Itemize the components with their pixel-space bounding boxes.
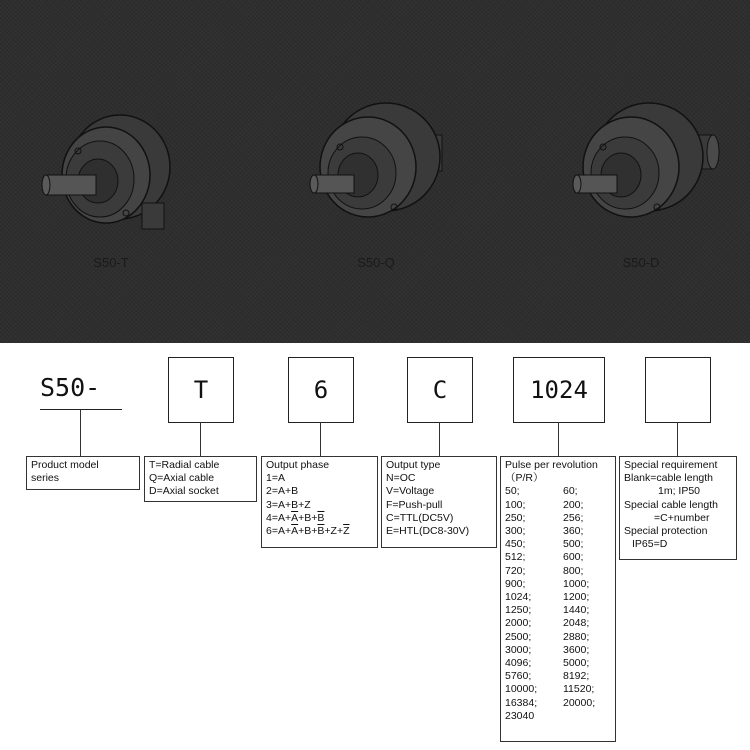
code-box-special [645,357,711,423]
pulse-value: 512; [505,551,526,564]
pulse-value: 300; [505,525,526,538]
pulse-value: 450; [505,538,526,551]
pulse-value: 5000; [563,657,590,670]
pulse-value: 5760; [505,670,532,683]
pulse-value: 2048; [563,617,590,630]
pulse-value: 1200; [563,591,590,604]
pulse-value: 2880; [563,630,590,643]
pulse-value: 3000; [505,643,532,656]
encoder-s50-t-image [38,105,178,245]
phase-option-6: $6=A+\overline{A}+B+\overline{B}+Z+\overline{Z}$ [266,525,350,538]
pulse-value: 11520; [563,683,595,696]
pulse-value: 8192; [563,670,590,683]
pulse-value [563,710,613,723]
pulse-value: 50; [505,485,520,498]
connector-phase [320,422,321,456]
code-box-phase: 6 [288,357,354,423]
code-prefix: S50- [40,373,101,402]
encoder-s50-d-image [565,95,725,235]
pulse-value: 500; [563,538,584,551]
phase-option-4: $4=A+\overline{A}+B+\overline{B}$ [266,511,325,524]
connector-pulse [558,422,559,456]
pulse-value: 1250; [505,604,532,617]
desc-model-series: Product model series [26,456,140,490]
pulse-value: 250; [505,511,526,524]
pulse-value: 3600; [563,643,590,656]
pulse-value: 4096; [505,657,532,670]
connector-special [677,422,678,456]
pulse-value: 1000; [563,577,590,590]
pulse-values-list [505,485,611,723]
encoder-s50-q-image [300,95,450,235]
code-box-cable: T [168,357,234,423]
pulse-value: 16384; [505,696,538,709]
photo-label-s50-d: S50-D [622,255,660,270]
desc-pulse-per-revolution: Pulse per revolution （P/R） 50; 60; 100; 200; 250; 256; 300; 360; 450; 500; 512; 600; 720; 800; 900; 1000; 1024; 1200; 1250; 1440; 2000; 2048; 2500; 2880; 3000; 3600; 4096; 5000; 5760; 8192; 10000; 11520; 16384; 20000; 23040 [500,456,616,742]
photo-label-s50-q: S50-Q [357,255,395,270]
product-photo-panel [0,0,750,343]
code-box-output: C [407,357,473,423]
photo-label-s50-t: S50-T [93,255,129,270]
pulse-value: 10000; [505,683,538,696]
connector-cable [200,422,201,456]
pulse-value: 1440; [563,604,590,617]
pulse-value: 2500; [505,630,532,643]
desc-special-requirement: Special requirement Blank=cable length 1m; IP50 Special cable length =C+number Special protection IP65=D [619,456,737,560]
pulse-value: 800; [563,564,584,577]
pulse-value: 256; [563,511,584,524]
desc-cable-type: T=Radial cable Q=Axial cable D=Axial socket [144,456,257,502]
connector-output [439,422,440,456]
pulse-value: 360; [563,525,584,538]
pulse-value: 900; [505,577,526,590]
pulse-value: 2000; [505,617,532,630]
pulse-value: 720; [505,564,526,577]
pulse-value: 1024; [505,591,532,604]
connector-model [80,410,81,456]
pulse-value: 23040 [505,709,535,722]
pulse-value: 100; [505,498,526,511]
pulse-value: 600; [563,551,584,564]
desc-output-phase: Output phase 1=A 2=A+B 3=A+B+Z $4=A+\overline{A}+B+\overline{B}$ $6=A+\overline{A}+B+\overline{B}+Z+\overline{Z}$ [261,456,378,548]
desc-output-type: Output type N=OC V=Voltage F=Push-pull C=TTL(DC5V) E=HTL(DC8-30V) [381,456,497,548]
pulse-value: 60; [563,485,578,498]
code-box-pulse: 1024 [513,357,605,423]
code-prefix-underline [40,409,122,410]
pulse-value: 20000; [563,696,596,709]
pulse-value: 200; [563,498,584,511]
